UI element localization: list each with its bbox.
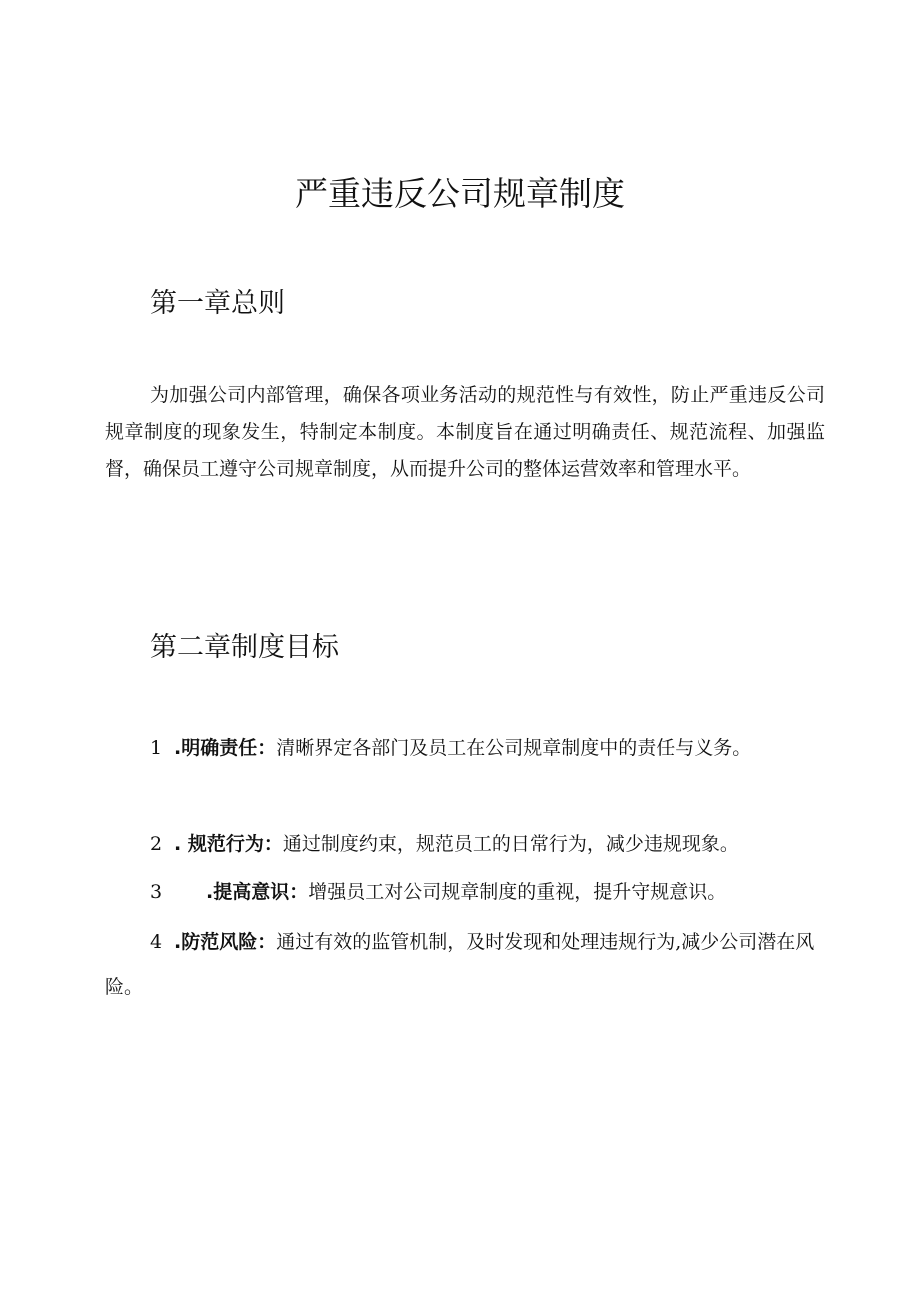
goal-item-2-term: . 规范行为：	[174, 833, 283, 855]
goal-item-3-term: .提高意识：	[206, 881, 309, 903]
goal-item-2	[105, 822, 825, 867]
chapter-2-heading: 第二章制度目标	[150, 632, 339, 663]
goal-item-4-text: 通过有效的监管机制，及时发现和处理违规行为,减少公司潜在风险。	[105, 931, 815, 998]
goal-item-1-number: 1	[150, 737, 163, 759]
chapter-1-heading: 第一章总则	[150, 288, 285, 319]
goal-item-1	[105, 726, 825, 771]
goal-item-4	[105, 920, 825, 1010]
document-title: 严重违反公司规章制度	[295, 174, 625, 213]
goal-item-3	[105, 870, 825, 915]
goal-item-3-number: 3	[150, 881, 163, 903]
goal-item-2-text: 通过制度约束，规范员工的日常行为，减少违规现象。	[282, 833, 739, 855]
goal-item-4-term: .防范风险：	[174, 931, 277, 953]
goal-item-1-term: .明确责任：	[174, 737, 277, 759]
goal-item-2-number: 2	[150, 833, 163, 855]
goal-item-4-number: 4	[150, 931, 163, 953]
goal-item-1-text: 清晰界定各部门及员工在公司规章制度中的责任与义务。	[276, 737, 752, 759]
goal-item-3-text: 增强员工对公司规章制度的重视，提升守规意识。	[308, 881, 727, 903]
chapter-1-paragraph: 为加强公司内部管理，确保各项业务活动的规范性与有效性，防止严重违反公司规章制度的现象发生，特制定本制度。本制度旨在通过明确责任、规范流程、加强监督，确保员工遵守公司规章制度，从而提升公司的整体运营效率和管理水平。	[105, 384, 825, 480]
